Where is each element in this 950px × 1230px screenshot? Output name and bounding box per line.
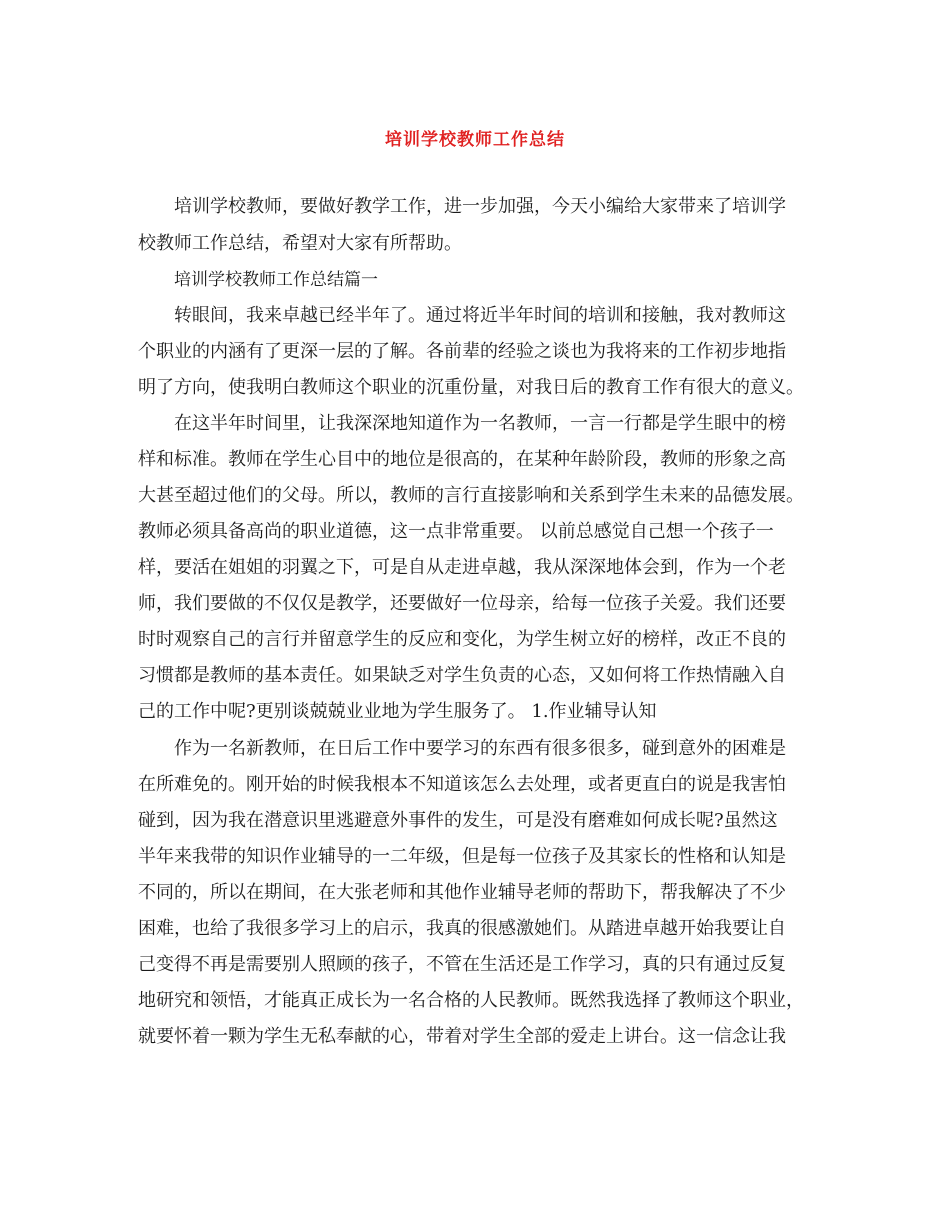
document-title: 培训学校教师工作总结 (385, 130, 565, 150)
paragraph-line: 在这半年时间里，让我深深地知道作为一名教师，一言一行都是学生眼中的榜 (174, 413, 786, 434)
paragraph-line: 师，我们要做的不仅仅是教学，还要做好一位母亲，给每一位孩子关爱。我们还要 (138, 593, 786, 614)
paragraph-line: 习惯都是教师的基本责任。如果缺乏对学生负责的心态，又如何将工作热情融入自 (138, 665, 786, 686)
paragraph-line: 就要怀着一颗为学生无私奉献的心，带着对学生全部的爱走上讲台。这一信念让我 (138, 1026, 786, 1047)
paragraph-line: 样，要活在姐姐的羽翼之下，可是自从走进卓越，我从深深地体会到，作为一个老 (138, 557, 786, 578)
paragraph-line: 大甚至超过他们的父母。所以，教师的言行直接影响和关系到学生未来的品德发展。 (138, 485, 804, 506)
paragraph-line: 明了方向，使我明白教师这个职业的沉重份量，对我日后的教育工作有很大的意义。 (138, 377, 804, 398)
paragraph-line: 教师必须具备高尚的职业道德，这一点非常重要。 以前总感觉自己想一个孩子一 (138, 521, 774, 542)
paragraph-line: 作为一名新教师，在日后工作中要学习的东西有很多很多，碰到意外的困难是 (174, 738, 786, 759)
paragraph-line: 己的工作中呢?更别谈兢兢业业地为学生服务了。 1.作业辅导认知 (138, 701, 657, 722)
paragraph-line: 不同的，所以在期间，在大张老师和其他作业辅导老师的帮助下，帮我解决了不少 (138, 882, 786, 903)
paragraph-line: 转眼间，我来卓越已经半年了。通过将近半年时间的培训和接触，我对教师这 (174, 305, 786, 326)
paragraph-line: 在所难免的。刚开始的时候我根本不知道该怎么去处理，或者更直白的说是我害怕 (138, 774, 786, 795)
paragraph-line: 碰到，因为我在潜意识里逃避意外事件的发生，可是没有磨难如何成长呢?虽然这 (138, 810, 778, 831)
paragraph-line: 个职业的内涵有了更深一层的了解。各前辈的经验之谈也为我将来的工作初步地指 (138, 341, 786, 362)
paragraph-line: 样和标准。教师在学生心目中的地位是很高的，在某种年龄阶段，教师的形象之高 (138, 449, 786, 470)
paragraph-line: 困难，也给了我很多学习上的启示，我真的很感激她们。从踏进卓越开始我要让自 (138, 918, 786, 939)
paragraph-line: 己变得不再是需要别人照顾的孩子，不管在生活还是工作学习，真的只有通过反复 (138, 954, 786, 975)
paragraph-line: 校教师工作总结，希望对大家有所帮助。 (138, 233, 462, 254)
paragraph-line: 地研究和领悟，才能真正成长为一名合格的人民教师。既然我选择了教师这个职业， (138, 990, 804, 1011)
paragraph-line: 时时观察自己的言行并留意学生的反应和变化，为学生树立好的榜样，改正不良的 (138, 629, 786, 650)
section-heading: 培训学校教师工作总结篇一 (174, 270, 378, 290)
paragraph-line: 半年来我带的知识作业辅导的一二年级，但是每一位孩子及其家长的性格和认知是 (138, 846, 786, 867)
paragraph-line: 培训学校教师，要做好教学工作，进一步加强，今天小编给大家带来了培训学 (174, 196, 786, 217)
